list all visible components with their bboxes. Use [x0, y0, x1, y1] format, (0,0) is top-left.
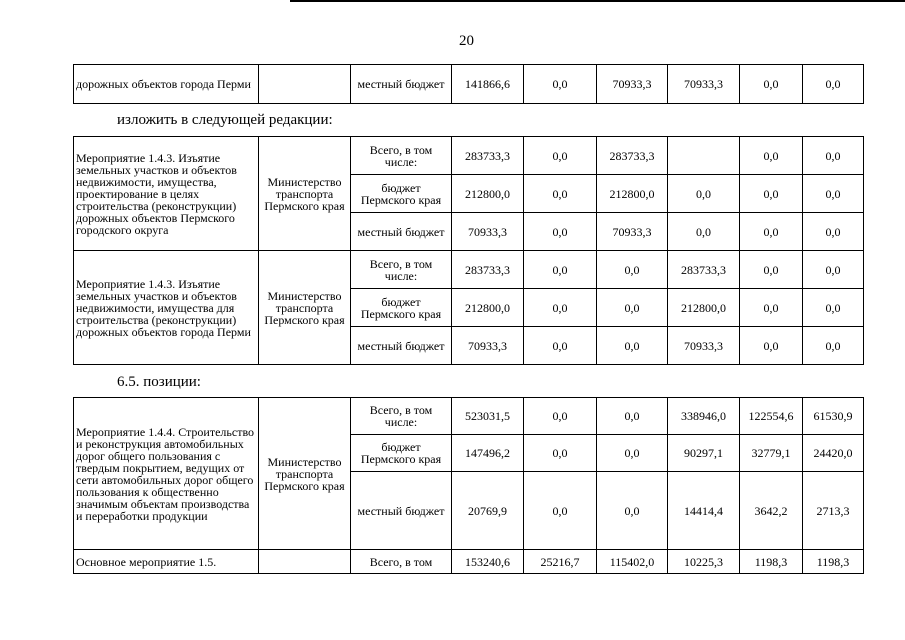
value-cell: 70933,3: [668, 65, 740, 104]
value-cell: 283733,3: [597, 137, 668, 175]
source-cell: местный бюджет: [351, 472, 452, 550]
page-number: 20: [459, 33, 474, 49]
source-cell: Всего, в том числе:: [351, 251, 452, 289]
value-cell: 70933,3: [597, 65, 668, 104]
value-cell: 61530,9: [803, 398, 864, 435]
value-cell: 70933,3: [452, 327, 524, 365]
value-cell: 0,0: [524, 327, 597, 365]
event-name-cell: Мероприятие 1.4.4. Строительство и реконструкция автомобильных дорог общего пользования с твердым покрытием, ведущих от сети автомобильных дорог общего пользования к общественно значимым объектам производства и переработки продукции: [74, 398, 259, 550]
value-cell: 0,0: [524, 137, 597, 175]
value-cell: 0,0: [597, 398, 668, 435]
value-cell: 0,0: [524, 65, 597, 104]
value-cell: 0,0: [597, 435, 668, 472]
value-cell: 115402,0: [597, 550, 668, 574]
event-name-cell: Основное мероприятие 1.5.: [74, 550, 259, 574]
event-name-cell: дорожных объектов города Перми: [74, 65, 259, 104]
value-cell: [668, 137, 740, 175]
source-cell: Всего, в том числе:: [351, 137, 452, 175]
value-cell: 0,0: [524, 289, 597, 327]
value-cell: 147496,2: [452, 435, 524, 472]
table-revised: [73, 136, 864, 365]
event-name-cell: Мероприятие 1.4.3. Изъятие земельных участков и объектов недвижимости, имущества для строительства (реконструкции) дорожных объектов города Перми: [74, 251, 259, 365]
event-name-cell: Мероприятие 1.4.3. Изъятие земельных участков и объектов недвижимости, имущества, проектирование в целях строительства (реконструкции) дорожных объектов Пермского городского округа: [74, 137, 259, 251]
value-cell: 90297,1: [668, 435, 740, 472]
table-positions: [73, 397, 864, 574]
value-cell: 70933,3: [452, 213, 524, 251]
source-cell: бюджет Пермского края: [351, 175, 452, 213]
value-cell: 70933,3: [597, 213, 668, 251]
value-cell: 0,0: [803, 289, 864, 327]
value-cell: 0,0: [668, 175, 740, 213]
value-cell: 20769,9: [452, 472, 524, 550]
table-row: [74, 251, 864, 289]
value-cell: 283733,3: [452, 137, 524, 175]
value-cell: 153240,6: [452, 550, 524, 574]
value-cell: 212800,0: [452, 175, 524, 213]
responsible-cell: [259, 65, 351, 104]
value-cell: 0,0: [597, 289, 668, 327]
table-row: [74, 398, 864, 435]
value-cell: 212800,0: [668, 289, 740, 327]
value-cell: 0,0: [803, 251, 864, 289]
value-cell: 338946,0: [668, 398, 740, 435]
value-cell: 0,0: [597, 472, 668, 550]
table-row: [74, 137, 864, 175]
positions-heading: 6.5. позиции:: [117, 374, 201, 390]
source-cell: местный бюджет: [351, 327, 452, 365]
value-cell: 14414,4: [668, 472, 740, 550]
table-continuation: [73, 64, 864, 104]
value-cell: 1198,3: [803, 550, 864, 574]
value-cell: 0,0: [524, 213, 597, 251]
value-cell: 212800,0: [597, 175, 668, 213]
source-cell: бюджет Пермского края: [351, 289, 452, 327]
value-cell: 0,0: [803, 175, 864, 213]
value-cell: 0,0: [524, 472, 597, 550]
value-cell: 25216,7: [524, 550, 597, 574]
responsible-cell: Министерство транспорта Пермского края: [259, 137, 351, 251]
value-cell: 24420,0: [803, 435, 864, 472]
source-cell: местный бюджет: [351, 213, 452, 251]
table-row: [74, 550, 864, 574]
value-cell: 0,0: [740, 289, 803, 327]
value-cell: 2713,3: [803, 472, 864, 550]
value-cell: 523031,5: [452, 398, 524, 435]
value-cell: 0,0: [803, 327, 864, 365]
value-cell: 141866,6: [452, 65, 524, 104]
responsible-cell: [259, 550, 351, 574]
source-cell: Всего, в том: [351, 550, 452, 574]
value-cell: 0,0: [668, 213, 740, 251]
value-cell: 0,0: [524, 175, 597, 213]
value-cell: 0,0: [524, 435, 597, 472]
value-cell: 0,0: [597, 327, 668, 365]
value-cell: 0,0: [740, 175, 803, 213]
value-cell: 0,0: [740, 137, 803, 175]
responsible-cell: Министерство транспорта Пермского края: [259, 251, 351, 365]
edit-instruction: изложить в следующей редакции:: [117, 112, 333, 128]
value-cell: 1198,3: [740, 550, 803, 574]
value-cell: 0,0: [740, 65, 803, 104]
value-cell: 212800,0: [452, 289, 524, 327]
value-cell: 283733,3: [668, 251, 740, 289]
value-cell: 0,0: [597, 251, 668, 289]
value-cell: 10225,3: [668, 550, 740, 574]
source-cell: Всего, в том числе:: [351, 398, 452, 435]
header-rule: [290, 0, 905, 2]
value-cell: 32779,1: [740, 435, 803, 472]
value-cell: 0,0: [740, 327, 803, 365]
value-cell: 0,0: [803, 137, 864, 175]
value-cell: 0,0: [740, 251, 803, 289]
value-cell: 122554,6: [740, 398, 803, 435]
value-cell: 0,0: [524, 398, 597, 435]
value-cell: 0,0: [803, 213, 864, 251]
value-cell: 70933,3: [668, 327, 740, 365]
value-cell: 0,0: [524, 251, 597, 289]
value-cell: 0,0: [740, 213, 803, 251]
value-cell: 0,0: [803, 65, 864, 104]
source-cell: бюджет Пермского края: [351, 435, 452, 472]
responsible-cell: Министерство транспорта Пермского края: [259, 398, 351, 550]
value-cell: 283733,3: [452, 251, 524, 289]
value-cell: 3642,2: [740, 472, 803, 550]
source-cell: местный бюджет: [351, 65, 452, 104]
table-row: [74, 65, 864, 104]
